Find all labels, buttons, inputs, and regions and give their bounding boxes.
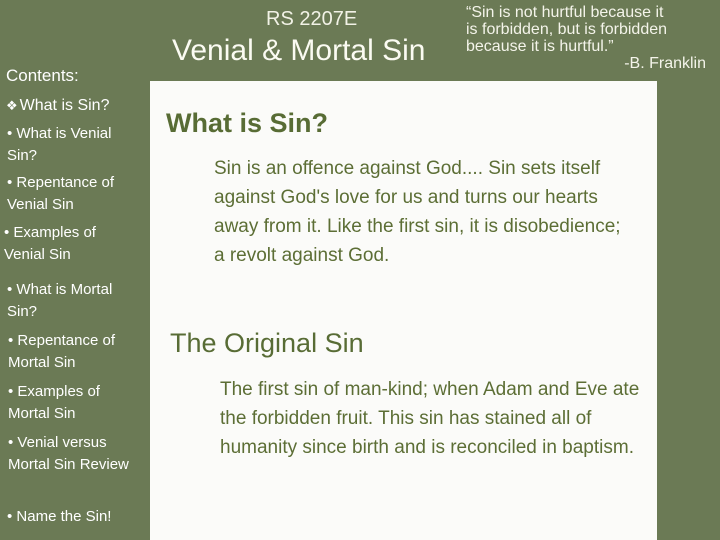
bullet-icon: • bbox=[8, 383, 18, 400]
nav-item-label: Name the Sin! bbox=[16, 508, 112, 525]
section-text-original-sin: The first sin of man-kind; when Adam and Eve ate the forbidden fruit. This sin has stained all of humanity since birth and is reconciled in baptism. bbox=[220, 379, 640, 458]
nav-item-label: Repentance of Venial Sin bbox=[7, 174, 114, 213]
quote bbox=[466, 4, 716, 72]
bullet-icon: • bbox=[8, 434, 18, 451]
nav-item-venial-vs-mortal-review[interactable] bbox=[8, 432, 148, 476]
bullet-icon: • bbox=[7, 174, 17, 191]
nav-item-what-is-venial-sin[interactable] bbox=[7, 123, 135, 167]
nav-item-name-the-sin[interactable] bbox=[7, 506, 147, 528]
bullet-icon: • bbox=[7, 125, 17, 142]
sidebar-nav bbox=[0, 90, 148, 540]
section-heading-what-is-sin: What is Sin? bbox=[166, 108, 328, 138]
bullet-icon: • bbox=[4, 224, 14, 241]
nav-item-label: What is Venial Sin? bbox=[7, 125, 112, 164]
nav-item-examples-venial[interactable] bbox=[4, 222, 132, 266]
slide-title: Venial & Mortal Sin bbox=[172, 34, 426, 67]
quote-line-1: “Sin is not hurtful because it bbox=[466, 4, 664, 21]
nav-item-repentance-mortal[interactable] bbox=[8, 330, 136, 374]
contents-label: Contents: bbox=[6, 66, 79, 85]
quote-line-3: because it is hurtful.” bbox=[466, 38, 614, 55]
nav-item-examples-mortal[interactable] bbox=[8, 381, 136, 425]
section-heading-original-sin: The Original Sin bbox=[170, 328, 364, 358]
section-text-what-is-sin: Sin is an offence against God.... Sin sets itself against God's love for us and turns our hearts away from it. Like the first sin, it is disobedience; a revolt against God. bbox=[214, 158, 621, 266]
nav-item-what-is-sin[interactable] bbox=[6, 95, 146, 117]
nav-item-label: Examples of Mortal Sin bbox=[8, 383, 100, 422]
course-code: RS 2207E bbox=[266, 8, 358, 30]
bullet-icon: • bbox=[7, 281, 17, 298]
nav-item-label: Repentance of Mortal Sin bbox=[8, 332, 115, 371]
quote-author: -B. Franklin bbox=[624, 55, 706, 72]
nav-item-label: Venial versus Mortal Sin Review bbox=[8, 434, 129, 473]
nav-item-what-is-mortal-sin[interactable] bbox=[7, 279, 135, 323]
nav-item-label: What is Sin? bbox=[19, 97, 110, 114]
nav-item-repentance-venial[interactable] bbox=[7, 172, 135, 216]
bullet-icon: • bbox=[8, 332, 18, 349]
content-panel bbox=[150, 81, 657, 540]
diamond-bullet-icon: ❖ bbox=[6, 98, 18, 113]
quote-line-2: is forbidden, but is forbidden bbox=[466, 21, 668, 38]
nav-item-label: What is Mortal Sin? bbox=[7, 281, 113, 320]
bullet-icon: • bbox=[7, 508, 17, 525]
nav-item-label: Examples of Venial Sin bbox=[4, 224, 96, 263]
